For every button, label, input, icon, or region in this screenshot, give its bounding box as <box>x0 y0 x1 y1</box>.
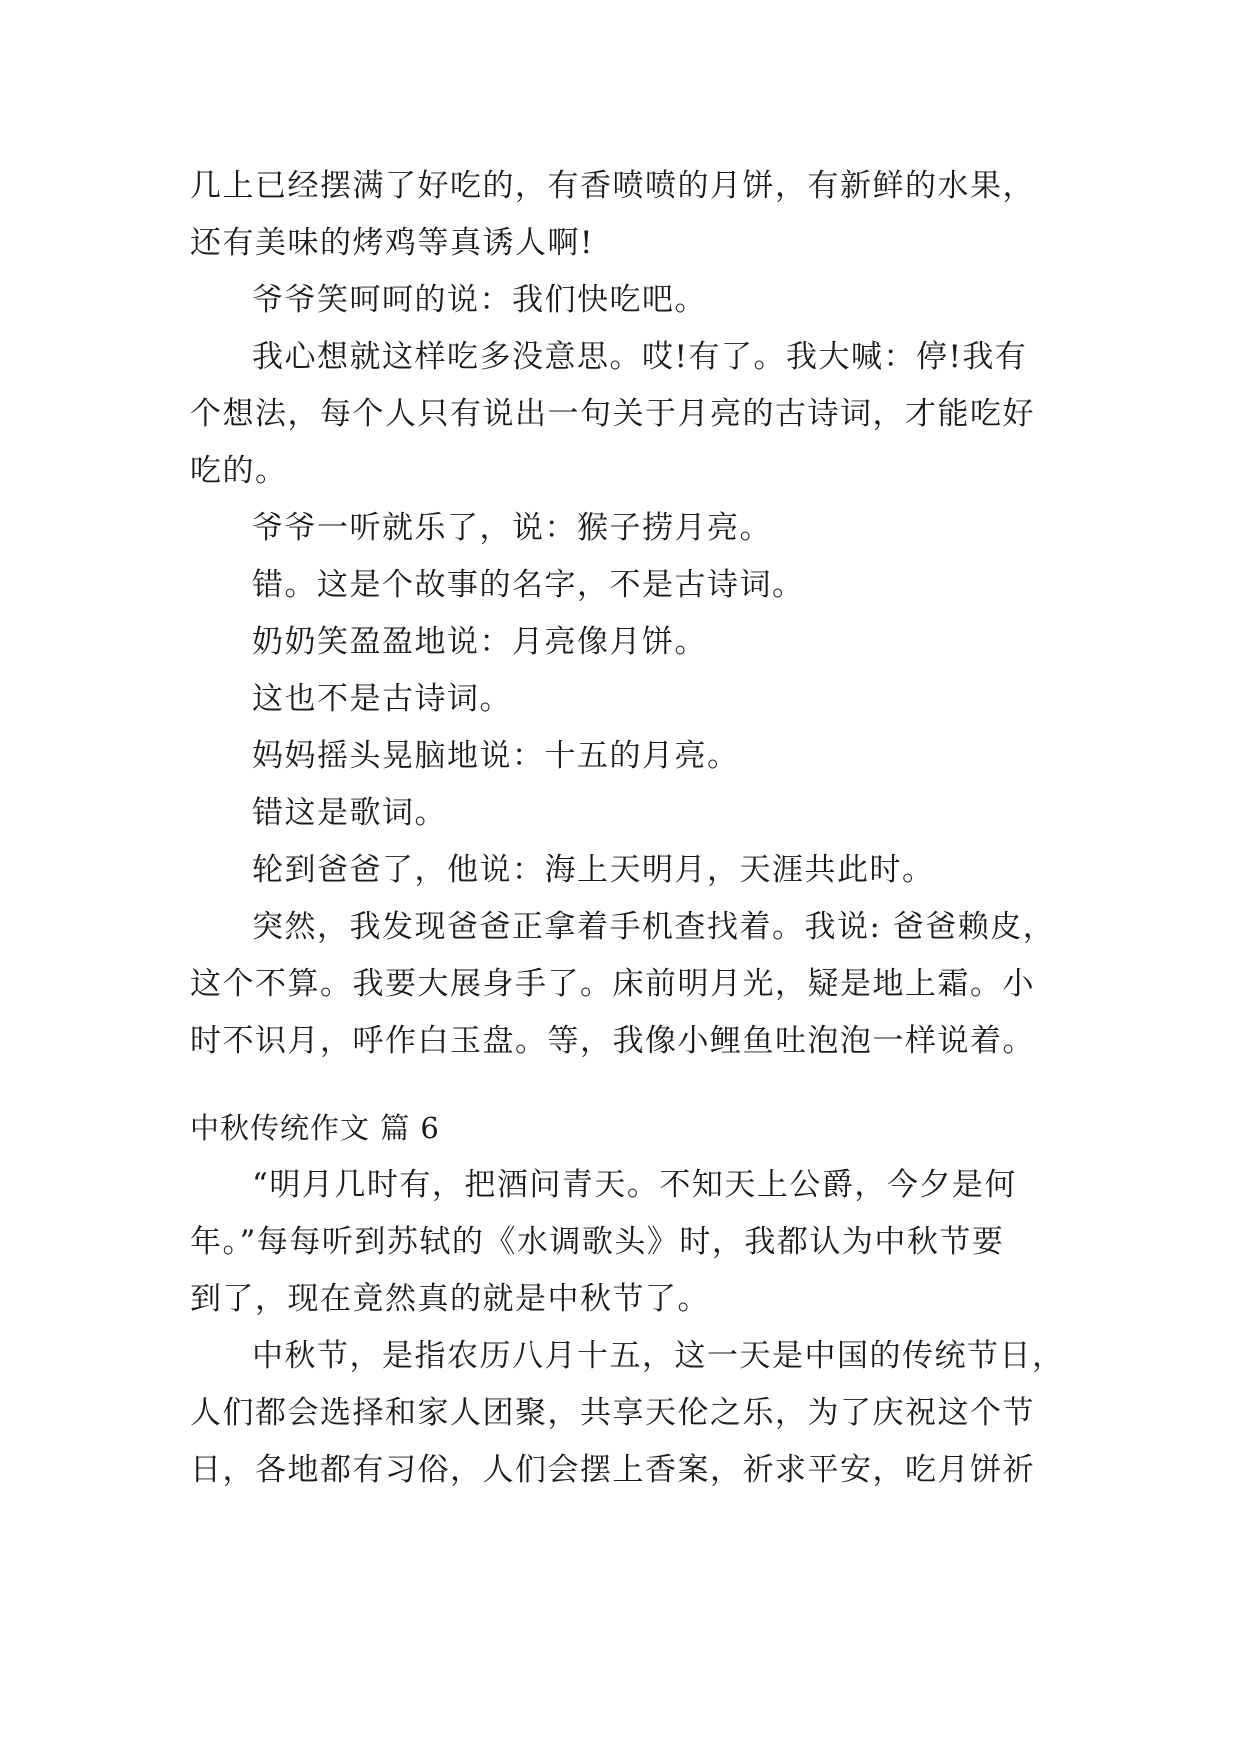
text-line: 错这是歌词。 <box>252 795 447 831</box>
text-line: 到了，现在竟然真的就是中秋节了。 <box>190 1281 710 1317</box>
text-line: 吃的。 <box>190 453 288 489</box>
text-line: 轮到爸爸了，他说：海上天明月，天涯共此时。 <box>252 852 935 888</box>
text-line: 年。”每每听到苏轼的《水调歌头》时，我都认为中秋节要 <box>190 1224 1005 1260</box>
text-line: 爷爷一听就乐了，说：猴子捞月亮。 <box>252 510 772 546</box>
text-line: 这个不算。我要大展身手了。床前明月光，疑是地上霜。小 <box>190 966 1035 1002</box>
text-line: 还有美味的烤鸡等真诱人啊! <box>190 225 594 261</box>
text-line: 中秋节，是指农历八月十五，这一天是中国的传统节日， <box>252 1338 1065 1374</box>
text-line: 这也不是古诗词。 <box>252 681 512 717</box>
text-line: 突然，我发现爸爸正拿着手机查找着。我说: 爸爸赖皮， <box>252 909 1056 945</box>
text-line: 时不识月，呼作白玉盘。等，我像小鲤鱼吐泡泡一样说着。 <box>190 1023 1035 1059</box>
section-heading: 中秋传统作文 篇 6 <box>190 1111 440 1145</box>
text-line: 妈妈摇头晃脑地说：十五的月亮。 <box>252 738 740 774</box>
text-line: 错。这是个故事的名字，不是古诗词。 <box>252 567 805 603</box>
text-line: 爷爷笑呵呵的说：我们快吃吧。 <box>252 282 707 318</box>
text-line: 日，各地都有习俗，人们会摆上香案，祈求平安，吃月饼祈 <box>190 1452 1035 1488</box>
text-line: “明月几时有，把酒问青天。不知天上公爵，今夕是何 <box>252 1167 1017 1203</box>
text-line: 我心想就这样吃多没意思。哎!有了。我大喊：停!我有 <box>252 339 1028 375</box>
text-line: 几上已经摆满了好吃的，有香喷喷的月饼，有新鲜的水果， <box>190 168 1035 204</box>
text-line: 人们都会选择和家人团聚，共享天伦之乐，为了庆祝这个节 <box>190 1395 1035 1431</box>
text-line: 奶奶笑盈盈地说：月亮像月饼。 <box>252 624 707 660</box>
text-line: 个想法，每个人只有说出一句关于月亮的古诗词，才能吃好 <box>190 396 1035 432</box>
